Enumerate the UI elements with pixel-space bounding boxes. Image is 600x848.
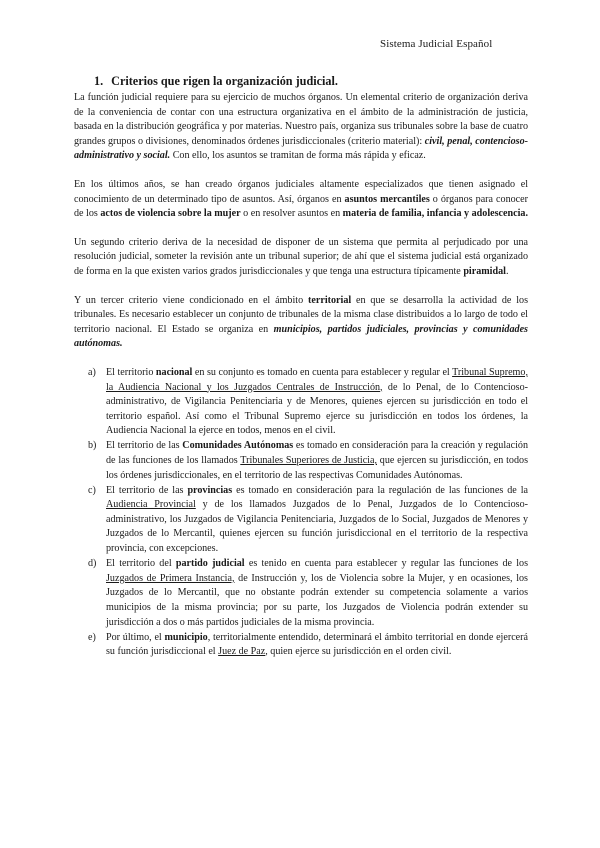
- list-item: [74, 439, 528, 483]
- list-item: [74, 366, 528, 439]
- bold-commercial-matters: asuntos mercantiles: [344, 193, 430, 205]
- text-run: La función judicial requiere para su ejercicio de muchos órganos. Un elemental criterio de organización deriva de la conveniencia de contar con una estructura organizativa en el ámbito de la administración de justicia, basada en la distribución geográfica y por materias. Nuestro país, organiza sus tribunales sobre la base de cuatro grandes grupos o divisiones, denominados órdenes jurisdiccionales (criterio material):: [74, 92, 528, 147]
- list-item: [74, 484, 528, 557]
- header-title: Sistema Judicial Español: [380, 38, 493, 50]
- text-run: de Instrucción y, los de Violencia sobre la Mujer, y en ocasiones, los Juzgados de lo Mercantil, que no obstante podrán extender su competencia solamente a varios municipios de la misma provincia; por su parte, los Juzgados de Violencia podrán extender su jurisdicción a dos o más partidos judiciales de la misma provincia.: [106, 572, 528, 628]
- text-run: , territorialmente entendido, determinará el ámbito territorial en donde ejercerá su función jurisdiccional el: [106, 631, 528, 658]
- paragraph-territorial-criterion: [74, 294, 528, 352]
- text-run: El territorio de las: [106, 484, 188, 496]
- underlined-court: Tribunales Superiores de Justicia,: [240, 454, 377, 466]
- text-run: es tomado en consideración para la creación y regulación de las funciones de los llamados: [106, 440, 529, 466]
- text-run: que ejercen su jurisdicción, en todos los órdenes jurisdiccionales, en el territorio de las respectivas Comunidades Autónomas.: [106, 454, 528, 481]
- text-run: El territorio del: [106, 558, 176, 570]
- bold-pyramidal: piramidal: [463, 265, 506, 277]
- section-title: Criterios que rigen la organización judicial.: [111, 74, 338, 88]
- bold-territorial-divisions: municipios, partidos judiciales, provincias y comunidades autónomas.: [74, 323, 528, 350]
- document-body: [74, 74, 528, 660]
- text-run: es tomado en consideración para la regulación de las funciones de la: [232, 484, 528, 496]
- bold-territorial: territorial: [308, 294, 352, 306]
- text-run: Con ello, los asuntos se tramitan de forma más rápida y eficaz.: [170, 150, 426, 162]
- section-heading: [94, 74, 528, 89]
- text-run: Y un tercer criterio viene condicionado en el ámbito: [74, 294, 309, 306]
- running-header: [380, 38, 492, 50]
- bold-jurisdictional-orders: civil, penal, contencioso-administrativo y social.: [74, 135, 528, 162]
- text-run: de lo Penal, de lo Contencioso-administrativo, de Vigilancia Penitenciaria y de Menores, quienes ejercen su jurisdicción en todo el territorio español. Así como el Tribunal Supremo ejerce su jurisdicción en todos los órdenes, la Audiencia Nacional la ejerce en todos, menos en el civil.: [106, 381, 529, 437]
- bold-term: provincias: [187, 484, 233, 496]
- text-run: El territorio: [106, 366, 156, 378]
- list-marker: a): [88, 366, 96, 378]
- text-run: en que se desarrolla la actividad de los tribunales. Es necesario establecer un conjunto de tribunales de la misma clase distribuidos a lo largo de todo el territorio nacional. El Estado se organiza en: [74, 294, 528, 335]
- text-run: , quien ejerce su jurisdicción en el orden civil.: [265, 646, 452, 658]
- underlined-court: Juzgados de Primera Instancia,: [106, 572, 235, 584]
- text-run: o órganos para conocer de los: [74, 193, 528, 220]
- paragraph-specialized-organs: [74, 178, 528, 222]
- paragraph-material-criterion: [74, 91, 528, 164]
- list-item: [74, 631, 528, 660]
- bold-term: nacional: [155, 366, 193, 378]
- bold-family-matters: materia de familia, infancia y adolescencia.: [342, 208, 528, 220]
- underlined-court: Tribunal Supremo, la Audiencia Nacional y los Juzgados Centrales de Instrucción,: [106, 366, 528, 393]
- list-marker: b): [88, 440, 97, 452]
- text-run: Un segundo criterio deriva de la necesidad de disponer de un sistema que permita al perjudicado por una resolución judicial, someter la revisión ante un tribunal superior; de ahí que el sistema judicial está organizado de forma en la que existen varios grados jurisdiccionales y que tenga una estructura típicamente: [74, 236, 528, 277]
- underlined-court: Juez de Paz: [218, 646, 266, 658]
- list-marker: c): [88, 484, 96, 496]
- list-marker: d): [88, 558, 97, 570]
- bold-term: partido judicial: [175, 558, 245, 570]
- text-run: En los últimos años, se han creado órganos judiciales altamente especializados que tienen asignado el conocimiento de un determinado tipo de asuntos. Así, órganos en: [74, 178, 528, 205]
- text-run: en su conjunto es tomado en cuenta para establecer y regular el: [192, 366, 453, 378]
- territorial-list: [74, 366, 528, 660]
- text-run: y de los llamados Juzgados de lo Penal, Juzgados de lo Contencioso-administrativo, los Juzgados de Vigilancia Penitenciaria, Juzgados de lo Social, Juzgados de Menores y Juzgados de lo Mercantil, quienes ejercen su función jurisdiccional en el territorio de la respectiva provincia, con excepciones.: [106, 499, 528, 555]
- bold-term: Comunidades Autónomas: [182, 440, 294, 452]
- text-run: o en resolver asuntos en: [240, 208, 343, 220]
- list-marker: e): [88, 631, 96, 643]
- paragraph-hierarchical-criterion: [74, 236, 528, 280]
- text-run: El territorio de las: [106, 440, 183, 452]
- bold-term: municipio: [164, 631, 208, 643]
- text-run: Por último, el: [106, 631, 165, 643]
- bold-gender-violence: actos de violencia sobre la mujer: [100, 208, 241, 220]
- text-run: .: [505, 265, 509, 277]
- list-item: [74, 557, 528, 630]
- text-run: es tenido en cuenta para establecer y regular las funciones de los: [244, 558, 528, 570]
- underlined-court: Audiencia Provincial: [106, 499, 196, 511]
- section-number: 1.: [94, 74, 104, 88]
